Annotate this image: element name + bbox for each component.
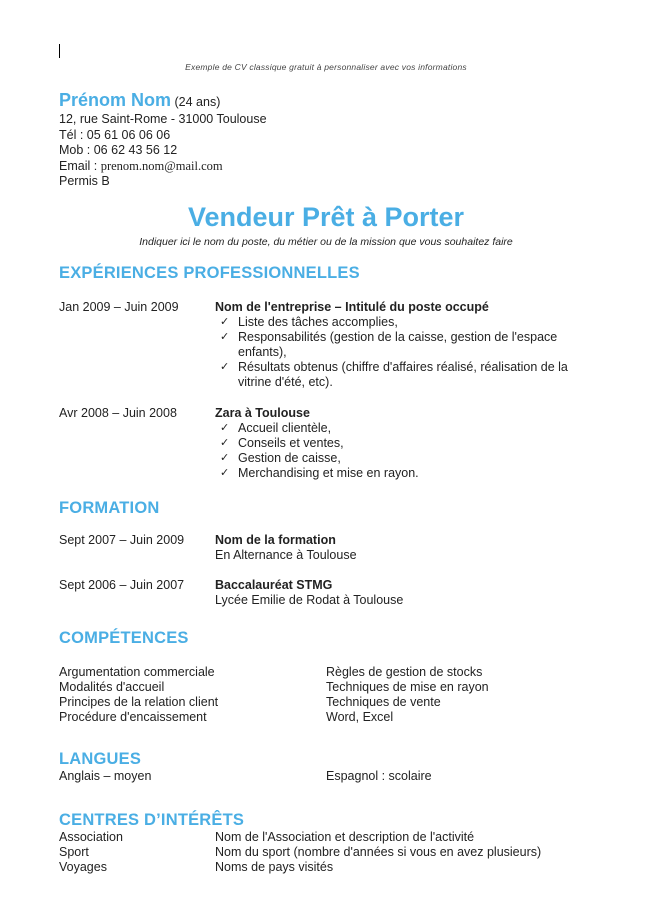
skill-item: Principes de la relation client (59, 695, 219, 709)
email-label: Email : (59, 158, 101, 173)
skill-item: Modalités d'accueil (59, 680, 165, 694)
experience-title: Nom de l'entreprise – Intitulé du poste occupé (215, 300, 489, 314)
bullet-item: ✓ Gestion de caisse, (215, 451, 605, 466)
interests-labels (59, 830, 123, 875)
experience-title: Zara à Toulouse (215, 406, 310, 420)
experience-entry (215, 300, 605, 390)
experience-entry (215, 406, 605, 481)
email (59, 159, 267, 175)
section-heading-competences: COMPÉTENCES (59, 629, 189, 647)
job-subtitle: Indiquer ici le nom du poste, du métier ou de la mission que vous souhaitez faire (139, 236, 513, 248)
formation-entry (215, 578, 605, 608)
interest-label: Sport (59, 845, 89, 859)
experience-bullets (215, 315, 605, 390)
candidate-age: (24 ans) (174, 95, 221, 109)
experience-date: Jan 2009 – Juin 2009 (59, 300, 179, 314)
template-note: Exemple de CV classique gratuit à personnaliser avec vos informations (185, 62, 467, 72)
text-cursor (59, 44, 60, 58)
mobile: Mob : 06 62 43 56 12 (59, 143, 178, 157)
formation-detail: En Alternance à Toulouse (215, 548, 357, 562)
driving-licence: Permis B (59, 174, 110, 188)
section-heading-langues: LANGUES (59, 750, 142, 768)
job-title: Vendeur Prêt à Porter (187, 202, 465, 232)
formation-detail: Lycée Emilie de Rodat à Toulouse (215, 593, 404, 607)
formation-entry (215, 533, 605, 563)
formation-title: Nom de la formation (215, 533, 336, 547)
skill-item: Procédure d'encaissement (59, 710, 207, 724)
section-heading-experiences: EXPÉRIENCES PROFESSIONNELLES (59, 264, 360, 282)
interest-detail: Nom du sport (nombre d'années si vous en avez plusieurs) (215, 845, 542, 859)
bullet-item: ✓ Merchandising et mise en rayon. (215, 466, 605, 481)
name-line (59, 90, 267, 112)
skill-item: Word, Excel (326, 710, 394, 724)
interest-label: Association (59, 830, 123, 844)
interest-detail: Nom de l'Association et description de l'activité (215, 830, 475, 844)
bullet-item: ✓ Conseils et ventes, (215, 436, 605, 451)
interest-label: Voyages (59, 860, 107, 874)
skill-item: Techniques de vente (326, 695, 441, 709)
language-item: Espagnol : scolaire (326, 769, 432, 783)
bullet-item: ✓ Responsabilités (gestion de la caisse, gestion de l'espace enfants), (215, 330, 578, 360)
section-heading-formation: FORMATION (59, 499, 160, 517)
skills-column-left (59, 665, 218, 725)
contact-details (59, 112, 267, 190)
formation-date: Sept 2007 – Juin 2009 (59, 533, 185, 547)
skills-column-right (326, 665, 489, 725)
experience-date: Avr 2008 – Juin 2008 (59, 406, 177, 420)
contact-header (59, 90, 267, 190)
formation-date: Sept 2006 – Juin 2007 (59, 578, 185, 592)
address: 12, rue Saint-Rome - 31000 Toulouse (59, 112, 267, 126)
formation-title: Baccalauréat STMG (215, 578, 333, 592)
language-item: Anglais – moyen (59, 769, 152, 783)
experience-bullets (215, 421, 605, 481)
candidate-name: Prénom Nom (59, 90, 172, 110)
bullet-item: ✓ Résultats obtenus (chiffre d'affaires réalisé, réalisation de la vitrine d'été, etc). (215, 360, 598, 390)
phone: Tél : 05 61 06 06 06 (59, 127, 171, 142)
bullet-item: ✓ Liste des tâches accomplies, (215, 315, 605, 330)
section-heading-interets: CENTRES D’INTÉRÊTS (59, 811, 245, 829)
interest-detail: Noms de pays visités (215, 860, 334, 874)
skill-item: Argumentation commerciale (59, 665, 215, 679)
interests-details (215, 830, 541, 875)
bullet-item: ✓ Accueil clientèle, (215, 421, 605, 436)
skill-item: Règles de gestion de stocks (326, 665, 483, 679)
email-value: prenom.nom@mail.com (100, 158, 223, 173)
skill-item: Techniques de mise en rayon (326, 680, 489, 694)
